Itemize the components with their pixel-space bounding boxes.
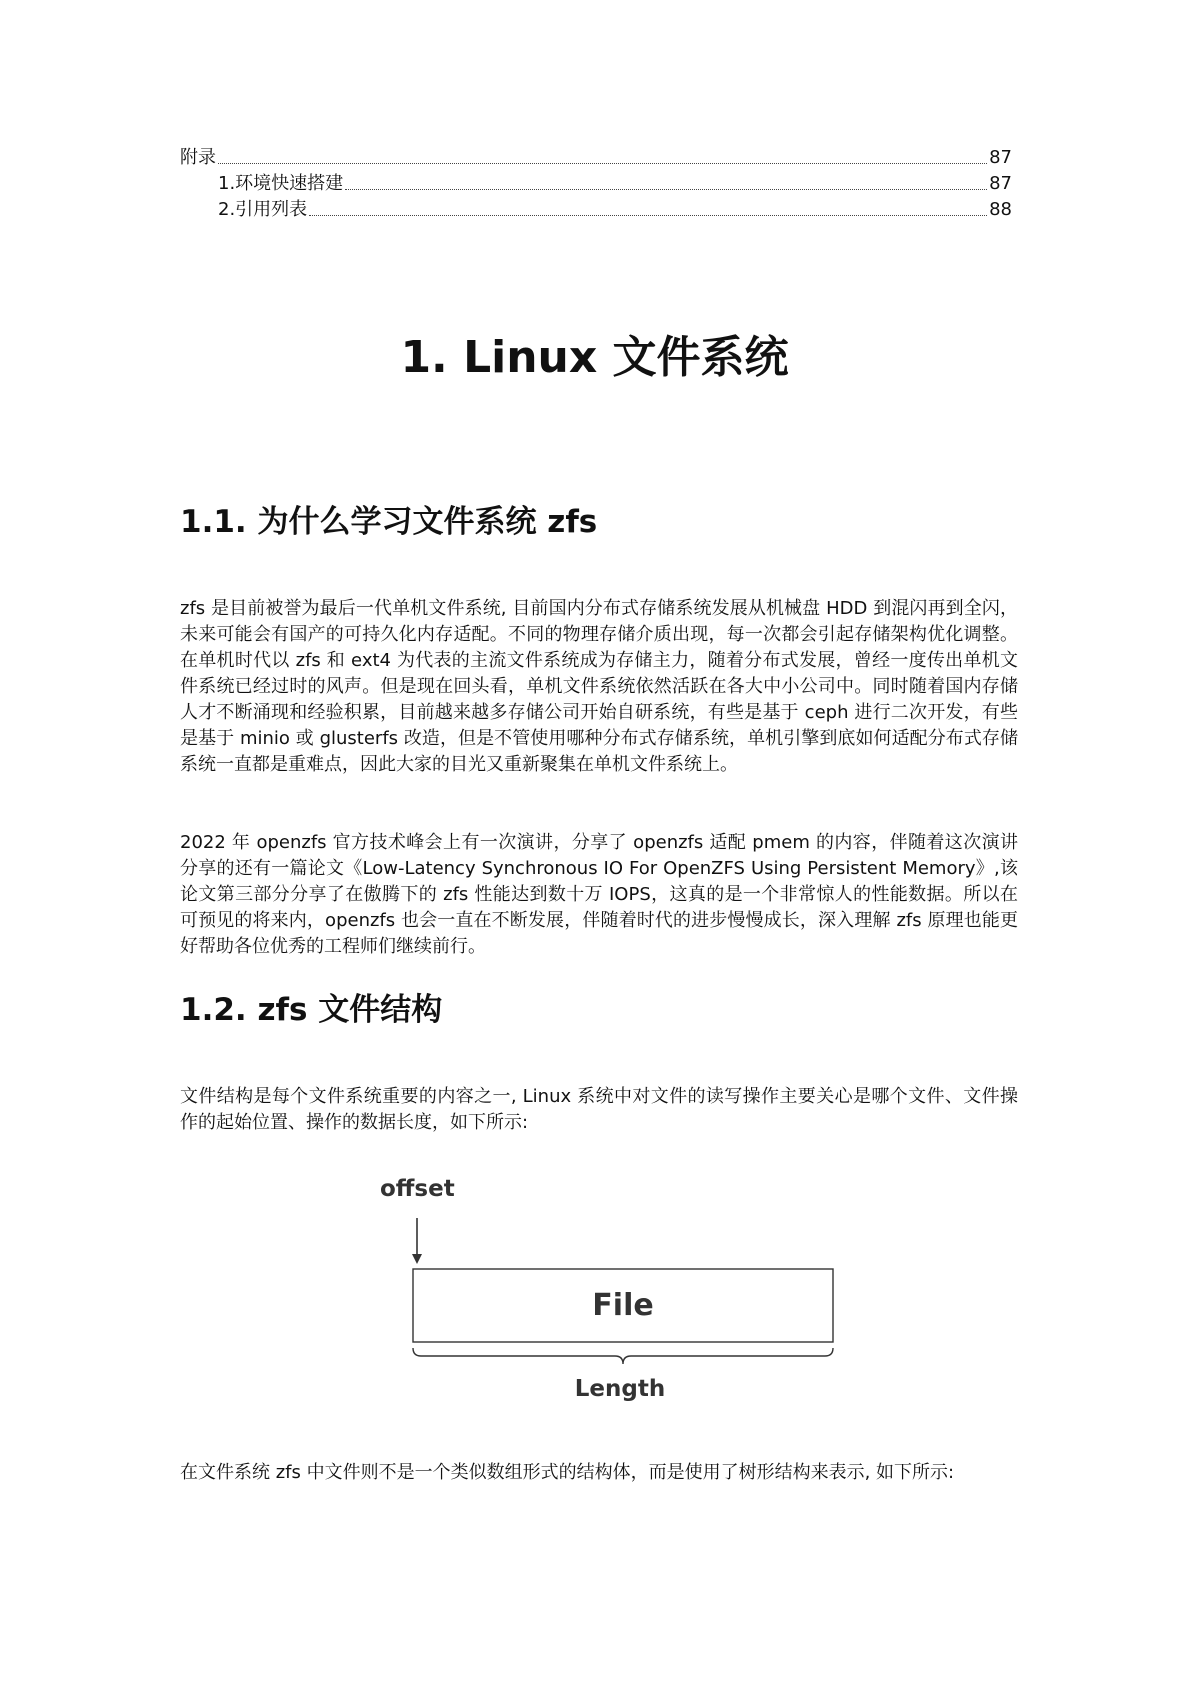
toc-entry-label: 1.环境快速搭建 [218, 173, 344, 194]
file-label: File [592, 1288, 654, 1323]
paragraph-zfs-tree-structure: 在文件系统 zfs 中文件则不是一个类似数组形式的结构体，而是使用了树形结构来表示, 如下所示: [180, 1462, 955, 1483]
paragraph-zfs-intro: zfs 是目前被誉为最后一代单机文件系统, 目前国内分布式存储系统发展从机械盘 HDD 到混闪再到全闪，未来可能会有国产的可持久化内存适配。不同的物理存储介质出现，每一次都会引起存储架构优化调整。在单机时代以 zfs 和 ext4 为代表的主流文件系统成为存储主力，随着分布式发展，曾经一度传出单机文件系统已经过时的风声。但是现在回头看，单机文件系统依然活跃在各大中小公司中。同时随着国内存储人才不断涌现和经验积累，目前越来越多存储公司开始自研系统，有些是基于 ceph 进行二次开发，有些是基于 minio 或 glusterfs 改造，但是不管使用哪种分布式存储系统，单机引擎到底如何适配分布式存储系统一直都是重难点，因此大家的目光又重新聚集在单机文件系统上。 [180, 598, 1018, 775]
toc-leader-dots [309, 214, 987, 216]
toc-entry-page: 87 [989, 173, 1012, 194]
section-title-why-zfs: 1.1. 为什么学习文件系统 zfs [180, 504, 598, 540]
paragraph-openzfs-pmem: 2022 年 openzfs 官方技术峰会上有一次演讲，分享了 openzfs 适配 pmem 的内容，伴随着这次演讲分享的还有一篇论文《Low-Latency Synchronous IO For OpenZFS Using Persistent Memory》,该论文第三部分分享了在傲腾下的 zfs 性能达到数十万 IOPS，这真的是一个非常惊人的性能数据。所以在可预见的将来内，openzfs 也会一直在不断发展，伴随着时代的进步慢慢成长，深入理解 zfs 原理也能更好帮助各位优秀的工程师们继续前行。 [180, 832, 1018, 957]
offset-arrow-head [412, 1254, 422, 1264]
section-title-zfs-file-structure: 1.2. zfs 文件结构 [180, 992, 443, 1028]
toc-entry-references[interactable] [180, 196, 1012, 222]
paragraph-file-structure-intro: 文件结构是每个文件系统重要的内容之一, Linux 系统中对文件的读写操作主要关心是哪个文件、文件操作的起始位置、操作的数据长度，如下所示: [180, 1086, 1018, 1133]
toc-entry-appendix[interactable] [180, 144, 1012, 170]
toc-entry-label: 2.引用列表 [218, 199, 308, 220]
toc-leader-dots [218, 162, 987, 164]
chapter-title: 1. Linux 文件系统 [400, 332, 789, 383]
toc-entry-page: 87 [989, 147, 1012, 168]
toc-entry-page: 88 [989, 199, 1012, 220]
table-of-contents [180, 144, 1012, 222]
toc-entry-env-setup[interactable] [180, 170, 1012, 196]
toc-entry-label: 附录 [180, 147, 216, 168]
offset-label: offset [380, 1176, 455, 1202]
file-offset-length-diagram [380, 1176, 860, 1426]
length-label: Length [574, 1376, 666, 1402]
toc-leader-dots [345, 188, 987, 190]
length-brace [413, 1348, 833, 1364]
